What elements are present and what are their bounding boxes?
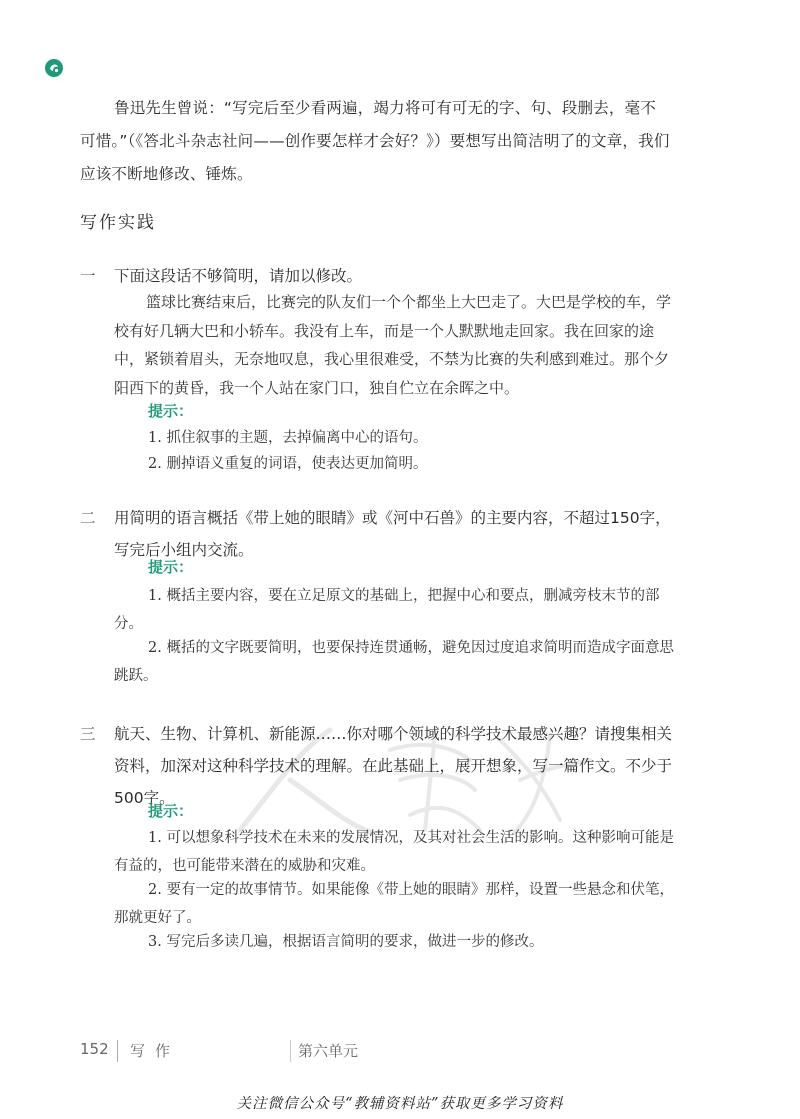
exercise-1-passage: 篮球比赛结束后，比赛完的队友们一个个都坐上大巴走了。大巴是学校的车，学校有好几辆大巴和小轿车。我没有上车，而是一个人默默地走回家。我在回家的途中，紧锁着眉头，无奈地叹息，我心里很难受，不禁为比赛的失利感到难过。那个夕阳西下的黄昏，我一个人站在家门口，独自伫立在余晖之中。 bbox=[114, 293, 672, 397]
section-title: 写作实践 bbox=[80, 213, 156, 233]
page-footer bbox=[80, 1040, 680, 1064]
publisher-logo-icon bbox=[44, 58, 64, 78]
footer-divider bbox=[117, 1040, 118, 1062]
exercise-3-question: 航天、生物、计算机、新能源……你对哪个领域的科学技术最感兴趣？请搜集相关资料，加深对这种科学技术的理解。在此基础上，展开想象，写一篇作文。不少于500字。 bbox=[114, 725, 673, 807]
exercise-3-hint-3: 3. 写完后多读几遍，根据语言简明的要求，做进一步的修改。 bbox=[148, 934, 544, 950]
exercise-1-hint-title: 提示： bbox=[148, 402, 194, 420]
intro-paragraph: 鲁迅先生曾说：“写完后至少看两遍，竭力将可有可无的字、句、段删去，毫不可惜。”（《答北斗杂志社问——创作要怎样才会好？》）要想写出简洁明了的文章，我们应该不断地修改、锤炼。 bbox=[80, 99, 670, 183]
exercise-1-question: 下面这段话不够简明，请加以修改。 bbox=[114, 267, 363, 285]
exercise-1-hint-1: 1. 抓住叙事的主题，去掉偏离中心的语句。 bbox=[148, 430, 428, 446]
exercise-2-hint-title: 提示： bbox=[148, 558, 194, 576]
page-number: 152 bbox=[80, 1040, 109, 1058]
exercise-3-number: 三 bbox=[80, 725, 96, 743]
footer-section: 写作 bbox=[130, 1042, 181, 1060]
exercise-2-number: 二 bbox=[80, 509, 96, 527]
exercise-3-hint-title: 提示： bbox=[148, 802, 194, 820]
footer-divider bbox=[290, 1040, 291, 1062]
exercise-2-question: 用简明的语言概括《带上她的眼睛》或《河中石兽》的主要内容，不超过150字，写完后小组内交流。 bbox=[114, 509, 671, 559]
exercise-1-hint-2: 2. 删掉语义重复的词语，使表达更加简明。 bbox=[148, 456, 428, 472]
bottom-note: 关注微信公众号“教辅资料站”获取更多学习资料 bbox=[236, 1096, 564, 1112]
exercise-3-hint-2: 2. 要有一定的故事情节。如果能像《带上她的眼睛》那样，设置一些悬念和伏笔，那就更好了。 bbox=[114, 882, 674, 926]
exercise-2-hint-1: 1. 概括主要内容，要在立足原文的基础上，把握中心和要点，删减旁枝末节的部分。 bbox=[114, 588, 660, 632]
exercise-2-hint-2: 2. 概括的文字既要简明，也要保持连贯通畅，避免因过度追求简明而造成字面意思跳跃。 bbox=[114, 640, 674, 684]
exercise-3-hint-1: 1. 可以想象科学技术在未来的发展情况，及其对社会生活的影响。这种影响可能是有益的，也可能带来潜在的威胁和灾难。 bbox=[114, 830, 674, 874]
exercise-1-number: 一 bbox=[80, 267, 96, 285]
footer-unit: 第六单元 bbox=[298, 1042, 359, 1060]
